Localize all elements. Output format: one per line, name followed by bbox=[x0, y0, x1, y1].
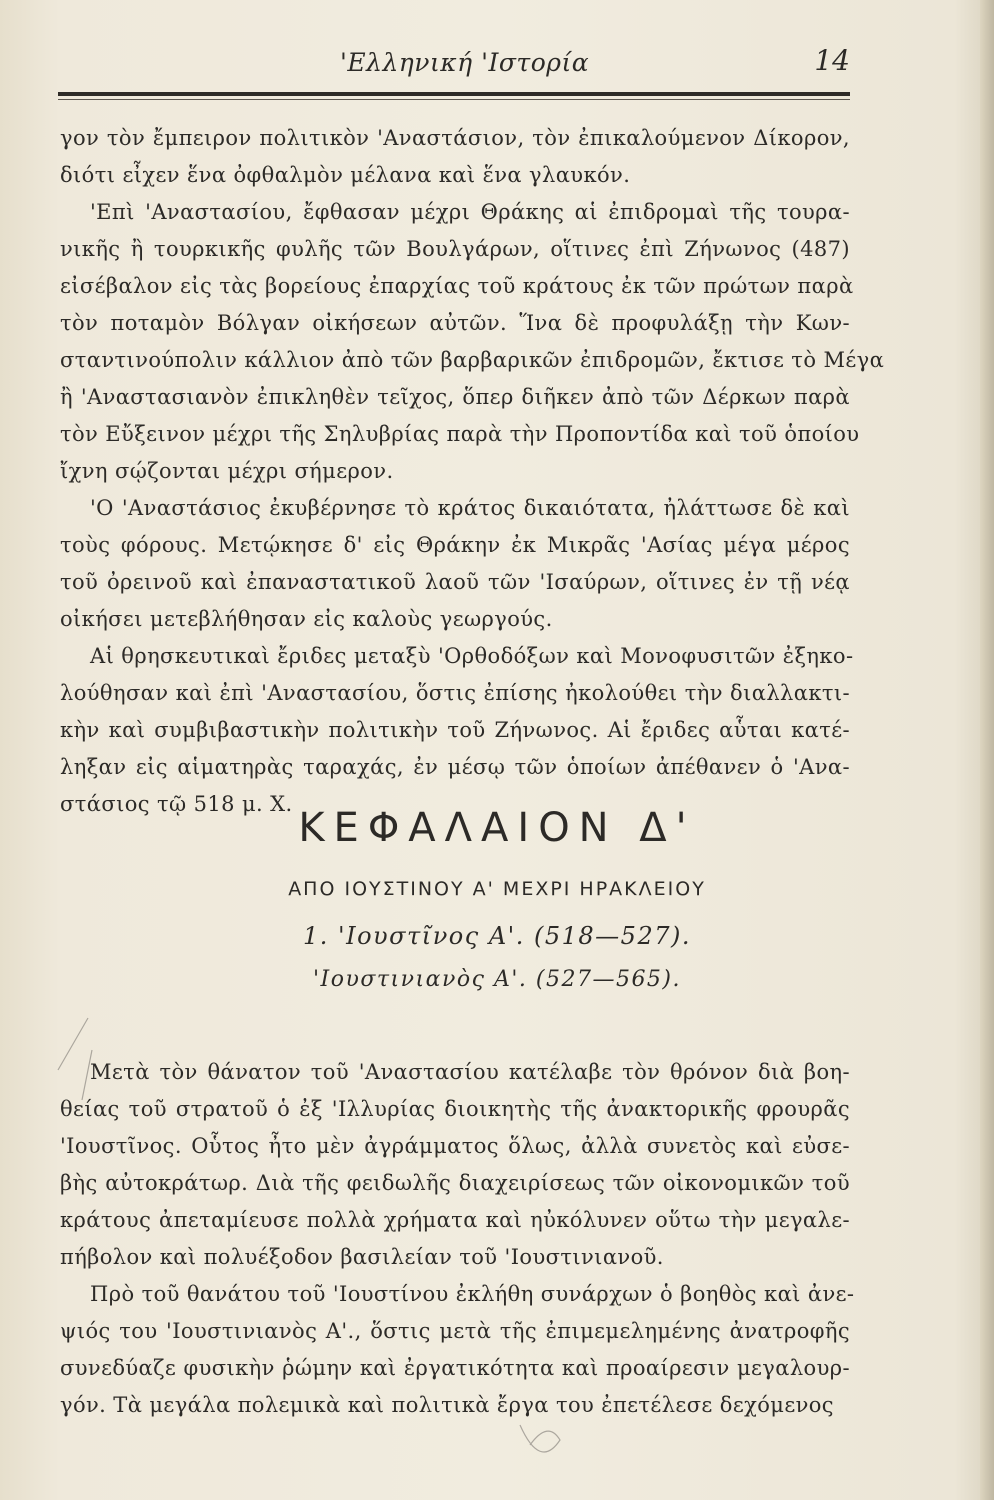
page-number: 14 bbox=[814, 44, 850, 77]
text-line: λούθησαν καὶ ἐπὶ 'Αναστασίου, ὅστις ἐπίσης ἠκολούθει τὴν διαλλακτι- bbox=[60, 681, 850, 705]
section-heading: 1. 'Ιουστῖνος Α'. (518—527). bbox=[303, 922, 691, 950]
chapter-subtitle: ΑΠΟ ΙΟΥΣΤΙΝΟΥ Α' ΜΕΧΡΙ ΗΡΑΚΛΕΙΟΥ bbox=[288, 878, 706, 900]
chapter-title: ΚΕΦΑΛΑΙΟΝ Δ' bbox=[298, 805, 696, 851]
text-line: πήβολον καὶ πολυέξοδον βασιλείαν τοῦ 'Ιουστινιανοῦ. bbox=[60, 1245, 664, 1269]
text-line: Μετὰ τὸν θάνατον τοῦ 'Αναστασίου κατέλαβε τὸν θρόνον διὰ βοη- bbox=[90, 1060, 850, 1084]
text-line: ἴχνη σῴζονται μέχρι σήμερον. bbox=[60, 459, 394, 483]
text-line: διότι εἶχεν ἕνα ὀφθαλμὸν μέλανα καὶ ἕνα γλαυκόν. bbox=[60, 163, 631, 187]
text-line: τοὺς φόρους. Μετῴκησε δ' εἰς Θράκην ἐκ Μικρᾶς 'Ασίας μέγα μέρος bbox=[60, 533, 850, 557]
text-line: τοῦ ὀρεινοῦ καὶ ἐπαναστατικοῦ λαοῦ τῶν 'Ισαύρων, οἵτινες ἐν τῇ νέᾳ bbox=[60, 570, 850, 594]
running-title: 'Ελληνική 'Ιστορία bbox=[340, 48, 590, 77]
text-line: εἰσέβαλον εἰς τὰς βορείους ἐπαρχίας τοῦ κράτους ἐκ τῶν πρώτων παρὰ bbox=[60, 274, 854, 298]
text-line: βὴς αὐτοκράτωρ. Διὰ τῆς φειδωλῆς διαχειρίσεως τῶν οἰκονομικῶν τοῦ bbox=[60, 1171, 850, 1195]
text-line: 'Ιουστῖνος. Οὗτος ἦτο μὲν ἀγράμματος ὅλως, ἀλλὰ συνετὸς καὶ εὐσε- bbox=[60, 1134, 850, 1158]
text-line: τὸν ποταμὸν Βόλγαν οἰκήσεων αὐτῶν. Ἵνα δὲ προφυλάξῃ τὴν Κων- bbox=[60, 311, 850, 335]
text-line: κράτους ἀπεταμίευσε πολλὰ χρήματα καὶ ηὐκόλυνεν οὕτω τὴν μεγαλε- bbox=[60, 1208, 850, 1232]
text-line: συνεδύαζε φυσικὴν ῥώμην καὶ ἐργατικότητα καὶ προαίρεσιν μεγαλουρ- bbox=[60, 1356, 850, 1380]
text-line: 'Ο 'Αναστάσιος ἐκυβέρνησε τὸ κράτος δικαιότατα, ἠλάττωσε δὲ καὶ bbox=[90, 496, 850, 520]
text-line: 'Επὶ 'Αναστασίου, ἔφθασαν μέχρι Θράκης αἱ ἐπιδρομαὶ τῆς τουρα- bbox=[90, 200, 850, 224]
text-line: οἰκήσει μετεβλήθησαν εἰς καλοὺς γεωργούς. bbox=[60, 607, 553, 631]
section-subheading: 'Ιουστινιανὸς Α'. (527—565). bbox=[312, 967, 682, 992]
text-line: νικῆς ἢ τουρκικῆς φυλῆς τῶν Βουλγάρων, οἵτινες ἐπὶ Ζήνωνος (487) bbox=[60, 237, 850, 261]
text-line: Πρὸ τοῦ θανάτου τοῦ 'Ιουστίνου ἐκλήθη συνάρχων ὁ βοηθὸς καὶ ἀνε- bbox=[90, 1282, 855, 1306]
text-line: γον τὸν ἔμπειρον πολιτικὸν 'Αναστάσιον, τὸν ἐπικαλούμενον Δίκορον, bbox=[60, 126, 850, 150]
text-line: στάσιος τῷ 518 μ. Χ. bbox=[60, 792, 293, 816]
text-line: ψιός του 'Ιουστινιανὸς Α'., ὅστις μετὰ τῆς ἐπιμεμελημένης ἀνατροφῆς bbox=[60, 1319, 850, 1343]
text-line: ληξαν εἰς αἱματηρὰς ταραχάς, ἐν μέσῳ τῶν ὁποίων ἀπέθανεν ὁ 'Ανα- bbox=[60, 755, 850, 779]
text-line: ἢ 'Αναστασιανὸν ἐπικληθὲν τεῖχος, ὅπερ διῆκεν ἀπὸ τῶν Δέρκων παρὰ bbox=[60, 385, 850, 409]
text-line: τὸν Εὔξεινον μέχρι τῆς Σηλυβρίας παρὰ τὴν Προποντίδα καὶ τοῦ ὁποίου bbox=[60, 422, 860, 446]
text-line: Αἱ θρησκευτικαὶ ἔριδες μεταξὺ 'Ορθοδόξων καὶ Μονοφυσιτῶν ἐξηκο- bbox=[90, 644, 854, 668]
text-line: θείας τοῦ στρατοῦ ὁ ἐξ 'Ιλλυρίας διοικητὴς τῆς ἀνακτορικῆς φρουρᾶς bbox=[60, 1097, 850, 1121]
text-line: σταντινούπολιν κάλλιον ἀπὸ τῶν βαρβαρικῶν ἐπιδρομῶν, ἔκτισε τὸ Μέγα bbox=[60, 348, 885, 372]
text-line: κὴν καὶ συμβιβαστικὴν πολιτικὴν τοῦ Ζήνωνος. Αἱ ἔριδες αὗται κατέ- bbox=[60, 718, 850, 742]
text-line: γόν. Τὰ μεγάλα πολεμικὰ καὶ πολιτικὰ ἔργα του ἐπετέλεσε δεχόμενος bbox=[60, 1393, 834, 1417]
